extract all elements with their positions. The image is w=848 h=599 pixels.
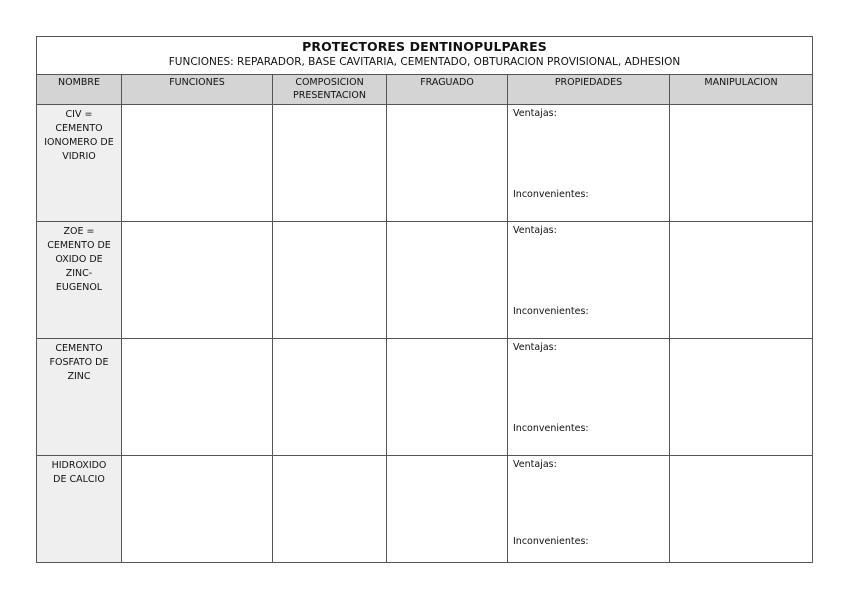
header-composicion-line2: PRESENTACION bbox=[293, 90, 366, 101]
document-sheet bbox=[36, 36, 812, 563]
header-funciones: FUNCIONES bbox=[122, 75, 273, 105]
header-composicion bbox=[273, 75, 387, 105]
material-name-cell bbox=[37, 222, 122, 339]
table-row bbox=[37, 456, 813, 563]
composicion-cell[interactable] bbox=[273, 105, 387, 222]
material-name-line: ZINC- bbox=[65, 268, 93, 279]
fraguado-cell[interactable] bbox=[387, 105, 508, 222]
fraguado-cell[interactable] bbox=[387, 456, 508, 563]
material-name-line: ZOE = bbox=[63, 226, 95, 237]
material-name-line: CEMENTO DE bbox=[47, 240, 111, 251]
funciones-cell[interactable] bbox=[122, 339, 273, 456]
manipulacion-cell[interactable] bbox=[670, 222, 813, 339]
composicion-cell[interactable] bbox=[273, 339, 387, 456]
funciones-cell[interactable] bbox=[122, 105, 273, 222]
inconvenientes-label: Inconvenientes: bbox=[513, 306, 589, 317]
material-name-cell bbox=[37, 339, 122, 456]
title-row bbox=[37, 37, 813, 75]
funciones-cell[interactable] bbox=[122, 222, 273, 339]
table-row bbox=[37, 222, 813, 339]
protectores-table bbox=[36, 36, 813, 563]
material-name-line: CEMENTO bbox=[55, 343, 103, 354]
funciones-cell[interactable] bbox=[122, 456, 273, 563]
document-title: PROTECTORES DENTINOPULPARES bbox=[302, 39, 547, 54]
material-name-line: VIDRIO bbox=[62, 151, 96, 162]
composicion-cell[interactable] bbox=[273, 222, 387, 339]
header-nombre: NOMBRE bbox=[37, 75, 122, 105]
manipulacion-cell[interactable] bbox=[670, 456, 813, 563]
inconvenientes-label: Inconvenientes: bbox=[513, 423, 589, 434]
material-name-line: CEMENTO bbox=[55, 123, 103, 134]
table-body bbox=[37, 105, 813, 563]
header-composicion-line1: COMPOSICION bbox=[295, 77, 364, 88]
inconvenientes-label: Inconvenientes: bbox=[513, 536, 589, 547]
propiedades-cell[interactable] bbox=[508, 339, 670, 456]
table-row bbox=[37, 339, 813, 456]
material-name-line: OXIDO DE bbox=[55, 254, 103, 265]
ventajas-label: Ventajas: bbox=[513, 225, 557, 236]
material-name-line: HIDROXIDO bbox=[51, 460, 107, 471]
propiedades-cell[interactable] bbox=[508, 105, 670, 222]
material-name-line: ZINC bbox=[67, 371, 91, 382]
ventajas-label: Ventajas: bbox=[513, 459, 557, 470]
manipulacion-cell[interactable] bbox=[670, 105, 813, 222]
header-propiedades: PROPIEDADES bbox=[508, 75, 670, 105]
header-row bbox=[37, 75, 813, 105]
material-name-line: DE CALCIO bbox=[53, 474, 105, 485]
table-row bbox=[37, 105, 813, 222]
material-name-line: FOSFATO DE bbox=[49, 357, 109, 368]
ventajas-label: Ventajas: bbox=[513, 108, 557, 119]
manipulacion-cell[interactable] bbox=[670, 339, 813, 456]
document-subtitle: FUNCIONES: REPARADOR, BASE CAVITARIA, CEMENTADO, OBTURACION PROVISIONAL, ADHESION bbox=[168, 56, 681, 68]
ventajas-label: Ventajas: bbox=[513, 342, 557, 353]
propiedades-cell[interactable] bbox=[508, 456, 670, 563]
header-fraguado: FRAGUADO bbox=[387, 75, 508, 105]
title-cell bbox=[37, 37, 813, 75]
material-name-line: CIV = bbox=[65, 109, 93, 120]
material-name-line: IONOMERO DE bbox=[44, 137, 114, 148]
material-name-cell bbox=[37, 105, 122, 222]
fraguado-cell[interactable] bbox=[387, 339, 508, 456]
header-manipulacion: MANIPULACION bbox=[670, 75, 813, 105]
fraguado-cell[interactable] bbox=[387, 222, 508, 339]
material-name-cell bbox=[37, 456, 122, 563]
propiedades-cell[interactable] bbox=[508, 222, 670, 339]
composicion-cell[interactable] bbox=[273, 456, 387, 563]
material-name-line: EUGENOL bbox=[55, 282, 103, 293]
inconvenientes-label: Inconvenientes: bbox=[513, 189, 589, 200]
